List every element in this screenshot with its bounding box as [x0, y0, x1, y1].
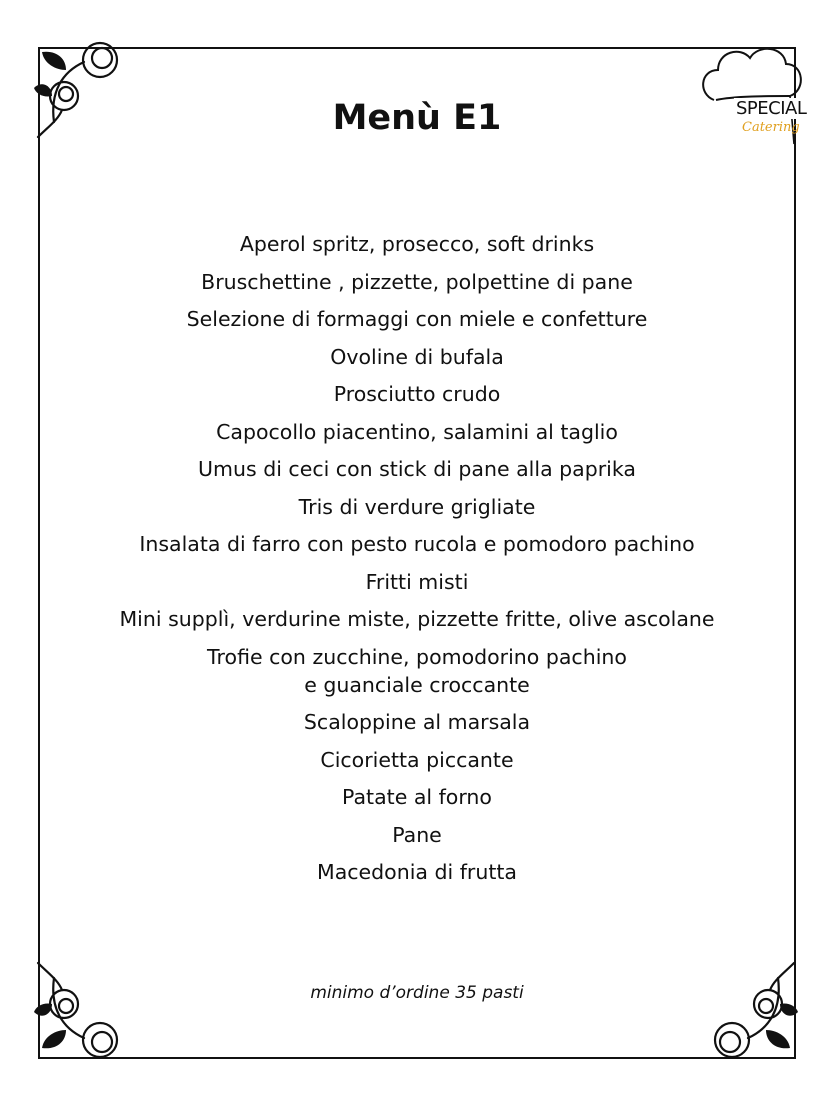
menu-item	[40, 343, 794, 371]
menu-item	[40, 783, 794, 811]
menu-item-line: Umus di ceci con stick di pane alla paprika	[198, 457, 636, 481]
menu-item-line: Scaloppine al marsala	[303, 710, 531, 734]
menu-item	[40, 643, 794, 699]
menu-item	[40, 708, 794, 736]
menu-item	[40, 568, 794, 596]
menu-item	[40, 268, 794, 296]
menu-item-line: Patate al forno	[342, 785, 492, 809]
menu-item	[40, 493, 794, 521]
menu-item-line: Tris di verdure grigliate	[298, 494, 536, 519]
menu-item-line: Ovoline di bufala	[330, 344, 504, 369]
menu-item	[40, 530, 794, 558]
menu-item-line: Mini supplì, verdurine miste, pizzette fritte, olive ascolane	[119, 607, 715, 631]
menu-item-line: Capocollo piacentino, salamini al taglio	[216, 419, 618, 444]
logo-text-catering: Catering	[742, 120, 800, 135]
menu-item	[40, 746, 794, 774]
menu-item-line: Aperol spritz, prosecco, soft drinks	[239, 232, 595, 256]
menu-item	[40, 605, 794, 633]
logo-text-special: SPECIAL	[736, 98, 807, 119]
menu-item	[40, 418, 794, 446]
menu-item-line: Selezione di formaggi con miele e confetture	[186, 307, 648, 331]
menu-item-line: Macedonia di frutta	[317, 860, 517, 884]
menu-item-line: Prosciutto crudo	[333, 382, 501, 406]
menu-item-line: Insalata di farro con pesto rucola e pomodoro pachino	[139, 532, 695, 556]
menu-list	[40, 230, 794, 896]
corner-flourish-bottom-left	[22, 958, 132, 1068]
menu-item	[40, 230, 794, 258]
menu-item-line: Bruschettine , pizzette, polpettine di pane	[201, 269, 633, 294]
menu-item	[40, 455, 794, 483]
corner-flourish-bottom-right	[700, 958, 810, 1068]
menu-item-line: Fritti misti	[365, 569, 469, 594]
menu-item	[40, 821, 794, 849]
menu-title: Menù E1	[332, 98, 502, 138]
menu-item	[40, 305, 794, 333]
menu-item-line: Pane	[392, 822, 442, 847]
menu-item-line: e guanciale croccante	[304, 672, 530, 697]
menu-item-line: Cicorietta piccante	[320, 747, 514, 772]
minimum-order-note: minimo d’ordine 35 pasti	[310, 983, 524, 1003]
menu-item	[40, 380, 794, 408]
menu-item	[40, 858, 794, 886]
menu-item-line: Trofie con zucchine, pomodorino pachino	[207, 644, 627, 669]
